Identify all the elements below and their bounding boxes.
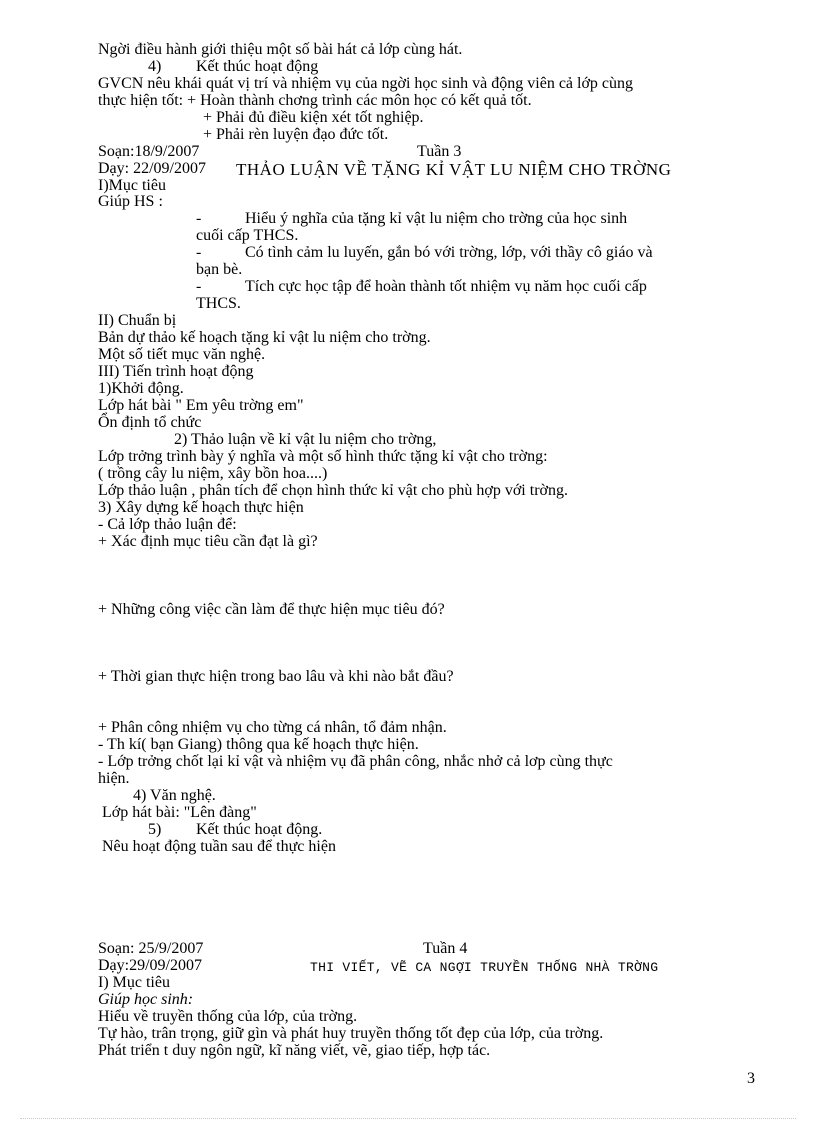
week4-day: Dạy:29/09/2007 <box>98 957 202 974</box>
bullet-dash: - <box>196 278 202 295</box>
week4-goal-1: Hiểu về truyền thống của lớp, của trờng. <box>98 1008 358 1025</box>
chuan-bi-heading: II) Chuẩn bị <box>98 312 177 329</box>
end-note: Nêu hoạt động tuần sau để thực hiện <box>102 838 336 855</box>
phan-cong-line-4: hiện. <box>98 770 130 787</box>
gvcn-line-2: thực hiện tốt: + Hoàn thành chơng trình các môn học có kết quả tốt. <box>98 92 532 109</box>
bullet2-line-b: bạn bè. <box>196 261 243 278</box>
phan-cong-line-1: + Phân công nhiệm vụ cho từng cá nhân, tổ đảm nhận. <box>98 719 447 736</box>
week3-giup-hs: Giúp HS : <box>98 193 163 210</box>
week3-day: Dạy: 22/09/2007 <box>98 160 206 177</box>
bullet-dash: - <box>196 244 202 261</box>
van-nghe-heading: 4) Văn nghệ. <box>133 787 216 804</box>
page-bottom-divider <box>20 1118 796 1119</box>
intro-line: Ngời điều hành giới thiệu một số bài hát cả lớp cùng hát. <box>98 41 463 58</box>
week4-soan: Soạn: 25/9/2007 <box>98 940 204 957</box>
week3-muc-tieu: I)Mục tiêu <box>98 177 166 194</box>
week4-title: THI VIẾT, VẼ CA NGỢI TRUYỀN THỐNG NHÀ TRỜNG <box>310 960 659 975</box>
thao-luan-line-3: Lớp thảo luận , phân tích để chọn hình thức kỉ vật cho phù hợp với trờng. <box>98 482 568 499</box>
on-dinh: Ổn định tổ chức <box>98 414 202 431</box>
xay-dung-heading: 3) Xây dựng kế hoạch thực hiện <box>98 499 304 516</box>
week3-soan: Soạn:18/9/2007 <box>98 143 200 160</box>
thao-luan-line-1: Lớp trởng trình bày ý nghĩa và một số hình thức tặng kỉ vật cho trờng: <box>98 448 548 465</box>
end-activity-number: 4) <box>148 58 162 75</box>
van-nghe-line-1: Lớp hát bài: "Lên đàng" <box>102 804 257 821</box>
end-activity-number: 5) <box>148 821 162 838</box>
thao-luan-heading: 2) Thảo luận về kỉ vật lu niệm cho trờng, <box>174 431 437 448</box>
phan-cong-line-2: - Th kí( bạn Giang) thông qua kế hoạch thực hiện. <box>98 736 419 753</box>
page-number: 3 <box>747 1070 755 1087</box>
gvcn-line-4: + Phải rèn luyện đạo đức tốt. <box>203 126 389 143</box>
gvcn-line-3: + Phải đủ điều kiện xét tốt nghiệp. <box>203 109 424 126</box>
week4-giup: Giúp học sinh: <box>98 991 194 1008</box>
week4-muc-tieu: I) Mục tiêu <box>98 974 170 991</box>
xay-dung-line-1: - Cả lớp thảo luận để: <box>98 516 237 533</box>
bullet1-line-b: cuối cấp THCS. <box>196 227 299 244</box>
bullet3-line-a: Tích cực học tập để hoàn thành tốt nhiệm vụ năm học cuối cấp <box>245 278 647 295</box>
question-3: + Thời gian thực hiện trong bao lâu và khi nào bắt đầu? <box>98 668 454 685</box>
chuan-bi-line-2: Một số tiết mục văn nghệ. <box>98 346 266 363</box>
phan-cong-line-3: - Lớp trởng chốt lại kỉ vật và nhiệm vụ đã phân công, nhắc nhở cả lơp cùng thực <box>98 753 613 770</box>
bullet1-line-a: Hiểu ý nghĩa của tặng kỉ vật lu niệm cho trờng của học sinh <box>245 210 628 227</box>
tien-trinh-heading: III) Tiến trình hoạt động <box>98 363 254 380</box>
question-1: + Xác định mục tiêu cần đạt là gì? <box>98 533 318 550</box>
end-activity-label: Kết thúc hoạt động. <box>196 821 323 838</box>
gvcn-line-1: GVCN nêu khái quát vị trí và nhiệm vụ của ngời học sinh và động viên cả lớp cùng <box>98 75 634 92</box>
thao-luan-line-2: ( trồng cây lu niệm, xây bồn hoa....) <box>98 465 328 482</box>
week3-tuan: Tuần 3 <box>417 143 462 160</box>
week4-goal-2: Tự hào, trân trọng, giữ gìn và phát huy truyền thống tốt đẹp của lớp, của trờng. <box>98 1025 604 1042</box>
bullet2-line-a: Có tình cảm lu luyến, gắn bó với trờng, lớp, với thầy cô giáo và <box>245 244 653 261</box>
khoi-dong: 1)Khởi động. <box>98 380 184 397</box>
week3-title: THẢO LUẬN VỀ TẶNG KỈ VẬT LU NIỆM CHO TRỜNG <box>236 160 672 179</box>
week4-goal-3: Phát triển t duy ngôn ngữ, kĩ năng viết, vẽ, giao tiếp, hợp tác. <box>98 1042 491 1059</box>
week4-tuan: Tuần 4 <box>423 940 468 957</box>
bullet3-line-b: THCS. <box>196 295 241 312</box>
question-2: + Những công việc cần làm để thực hiện mục tiêu đó? <box>98 601 445 618</box>
chuan-bi-line-1: Bản dự thảo kế hoạch tặng kỉ vật lu niệm cho trờng. <box>98 329 431 346</box>
hat-bai: Lớp hát bài " Em yêu trờng em" <box>98 397 304 414</box>
end-activity-label: Kết thúc hoạt động <box>196 58 319 75</box>
bullet-dash: - <box>196 210 202 227</box>
